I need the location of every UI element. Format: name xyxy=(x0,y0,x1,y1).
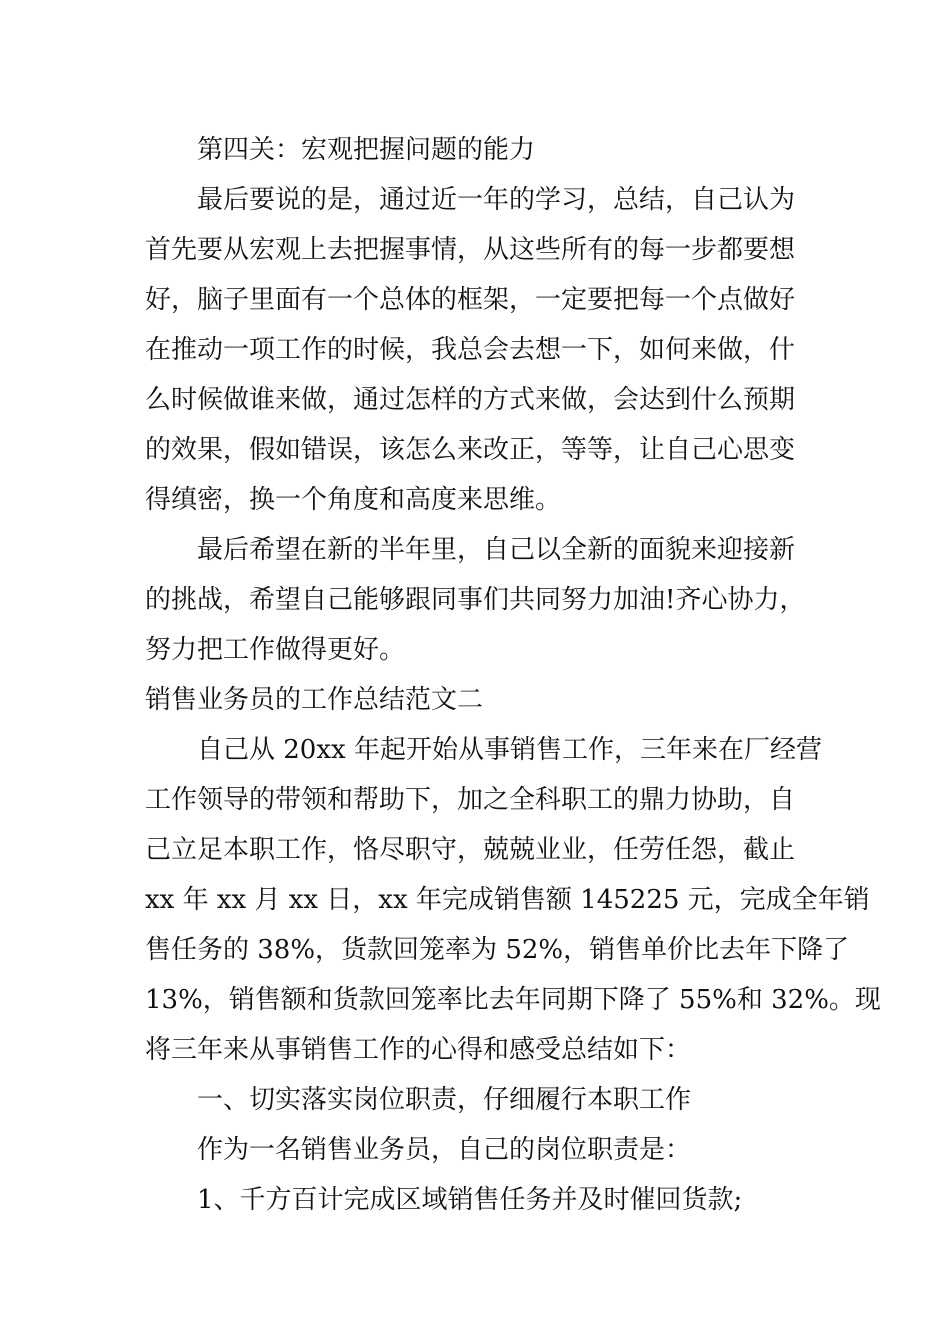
document-title: 销售业务员的工作总结范文二 xyxy=(145,685,484,715)
text-line: 的效果，假如错误，该怎么来改正，等等，让自己心思变 xyxy=(145,435,796,465)
text-line: 作为一名销售业务员，自己的岗位职责是： xyxy=(197,1135,692,1165)
text-line: xx 年 xx 月 xx 日，xx 年完成销售额 145225 元，完成全年销 xyxy=(145,885,870,915)
text-line: 最后希望在新的半年里，自己以全新的面貌来迎接新 xyxy=(197,535,796,565)
text-line: 的挑战，希望自己能够跟同事们共同努力加油!齐心协力， xyxy=(145,585,806,615)
text-line: 售任务的 38%，货款回笼率为 52%，销售单价比去年下降了 xyxy=(145,935,850,965)
section-heading: 第四关：宏观把握问题的能力 xyxy=(197,135,536,165)
list-item: 1、千方百计完成区域销售任务并及时催回货款; xyxy=(197,1185,743,1215)
section-heading: 一、切实落实岗位职责，仔细履行本职工作 xyxy=(197,1085,692,1115)
text-line: 最后要说的是，通过近一年的学习，总结，自己认为 xyxy=(197,185,796,215)
text-line: 得缜密，换一个角度和高度来思维。 xyxy=(145,485,562,515)
text-line: 么时候做谁来做，通过怎样的方式来做，会达到什么预期 xyxy=(145,385,796,415)
text-line: 工作领导的带领和帮助下，加之全科职工的鼎力协助，自 xyxy=(145,785,796,815)
text-line: 己立足本职工作，恪尽职守，兢兢业业，任劳任怨，截止 xyxy=(145,835,796,865)
text-line: 自己从 20xx 年起开始从事销售工作，三年来在厂经营 xyxy=(197,735,822,765)
text-line: 努力把工作做得更好。 xyxy=(145,635,406,665)
text-line: 首先要从宏观上去把握事情，从这些所有的每一步都要想 xyxy=(145,235,796,265)
text-line: 将三年来从事销售工作的心得和感受总结如下： xyxy=(145,1035,692,1065)
text-line: 13%，销售额和货款回笼率比去年同期下降了 55%和 32%。现 xyxy=(145,985,881,1015)
text-line: 好，脑子里面有一个总体的框架，一定要把每一个点做好 xyxy=(145,285,796,315)
text-line: 在推动一项工作的时候，我总会去想一下，如何来做，什 xyxy=(145,335,796,365)
